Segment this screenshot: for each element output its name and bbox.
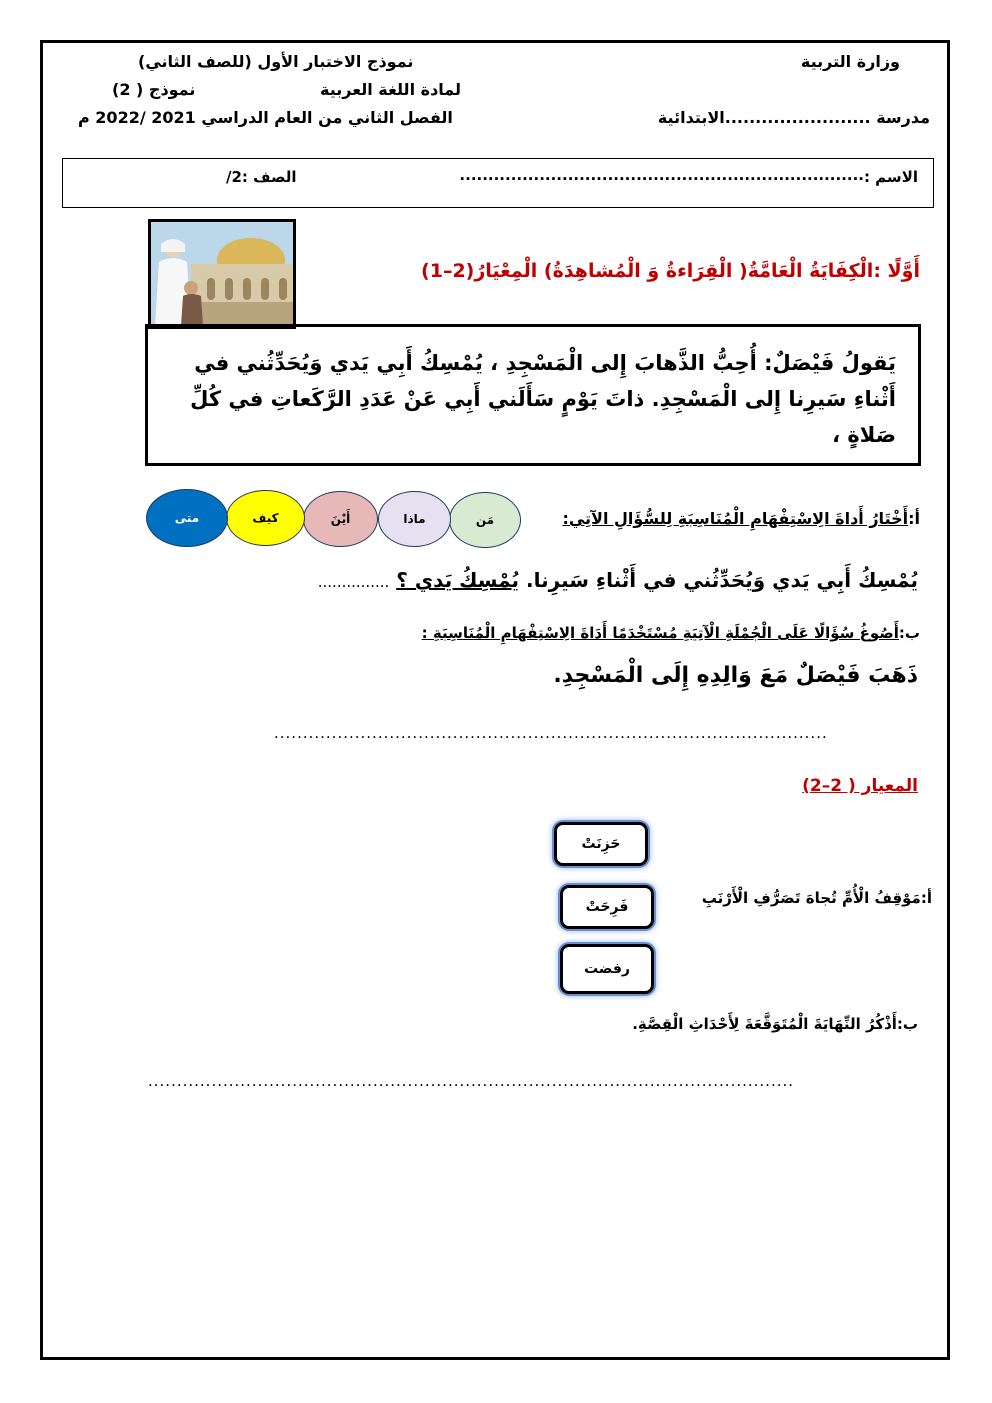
question-a-sentence-2: يُمْسِكُ أَبِي يَدي وَيُحَدِّثُني في أَثْناءِ سَيرِنا. <box>526 568 918 592</box>
option-hazinat[interactable]: حَزِنَتْ <box>554 822 648 866</box>
question-a-prefix: أ: <box>908 509 920 528</box>
mosque-photo <box>148 219 296 329</box>
question-a <box>562 509 920 528</box>
model-number: نموذج ( 2) <box>112 80 196 99</box>
section2-question-a <box>702 889 932 907</box>
name-label: الاسم : <box>863 168 918 186</box>
option-rafadat[interactable]: رفضت <box>560 944 654 994</box>
option-ayna[interactable]: أَيْنَ <box>303 491 378 547</box>
section2-title: المعيار ( 2–2) <box>802 776 918 796</box>
section1-title <box>421 260 920 282</box>
option-kayfa[interactable]: كيف <box>226 490 305 546</box>
section2-question-a-text: مَوْقِفُ الْأُمِّ تُجاهَ تَصَرُّفِ الْأَرْنَبِ <box>701 889 921 907</box>
section2-answer-blank[interactable]: ................................................................................................................ <box>148 1072 795 1090</box>
question-b <box>422 624 920 642</box>
section1-title-text: الْكِفَايَةُ الْعَامَّةُ( الْقِرَاءةُ وَ الْمُشاهِدَةُ) الْمِعْيَارُ(2–1) <box>421 260 874 282</box>
question-b-answer-blank[interactable]: ................................................................................................ <box>274 724 828 742</box>
name-field[interactable]: ....................................................................... <box>459 166 864 184</box>
term-label: الفصل الثاني من العام الدراسي 2021 /2022 م <box>78 108 453 127</box>
mosque-illustration <box>151 222 293 326</box>
question-b-text: أَصُوغُ سُؤَالًا عَلَى الْجُمْلَةِ الْآتِيَةِ مُسْتَخْدَمًا أَدَاةَ الِاسْتِفْهَامِ الْمُنَاسِبَةِ : <box>421 624 899 642</box>
option-matha[interactable]: ماذا <box>378 491 451 547</box>
section2-question-b-text: أَذْكُرُ النِّهَايَةَ الْمُتَوَقَّعَةَ لِأَحْدَاثِ الْقِصَّةِ. <box>632 1015 897 1033</box>
exam-title: نموذج الاختبار الأول (للصف الثاني) <box>138 52 414 71</box>
question-b-prefix: ب: <box>898 624 920 642</box>
option-mata[interactable]: متى <box>146 489 228 547</box>
section2-question-b-prefix: ب: <box>896 1015 918 1033</box>
option-farihat[interactable]: فَرِحَتْ <box>560 885 654 929</box>
reading-passage: يَقولُ فَيْصَلٌ: أُحِبُّ الذَّهابَ إِلى الْمَسْجِدِ ، يُمْسِكُ أَبِي يَدي وَيُحَدِّثُني في أَثْناءِ سَيرِنا إِلى الْمَسْجِدِ. ذاتَ يَوْمٍ سَأَلَني أَبِي عَنْ عَدَدِ الرَّكَعاتِ في كُلِّ صَلاةٍ ، <box>145 324 921 466</box>
section2-options <box>560 822 654 1000</box>
option-man[interactable]: مَن <box>449 492 521 548</box>
question-b-sentence: ذَهَبَ فَيْصَلٌ مَعَ وَالِدِهِ إِلَى الْمَسْجِدِ. <box>553 663 918 688</box>
ministry-name: وزارة التربية <box>800 52 900 71</box>
section2-question-a-prefix: أ: <box>920 889 932 907</box>
school-name: مدرسة ........................الابتدائية <box>657 108 930 127</box>
subject-name: لمادة اللغة العربية <box>320 80 462 99</box>
class-label: الصف :2/ <box>226 168 297 186</box>
question-a-text: أَخْتَارُ أَداةَ الِاسْتِفْهَامِ الْمُنَاسِبَةِ لِلسُّؤَالِ الآتِي: <box>562 509 909 528</box>
question-a-sentence-1: يُمْسِكُ يَدي ؟ <box>396 568 520 592</box>
question-a-sentence <box>318 568 918 592</box>
section2-question-b <box>632 1015 918 1033</box>
section1-title-prefix: أَوَّلًا : <box>873 260 920 282</box>
question-a-answer-blank[interactable]: ............... <box>317 573 390 591</box>
